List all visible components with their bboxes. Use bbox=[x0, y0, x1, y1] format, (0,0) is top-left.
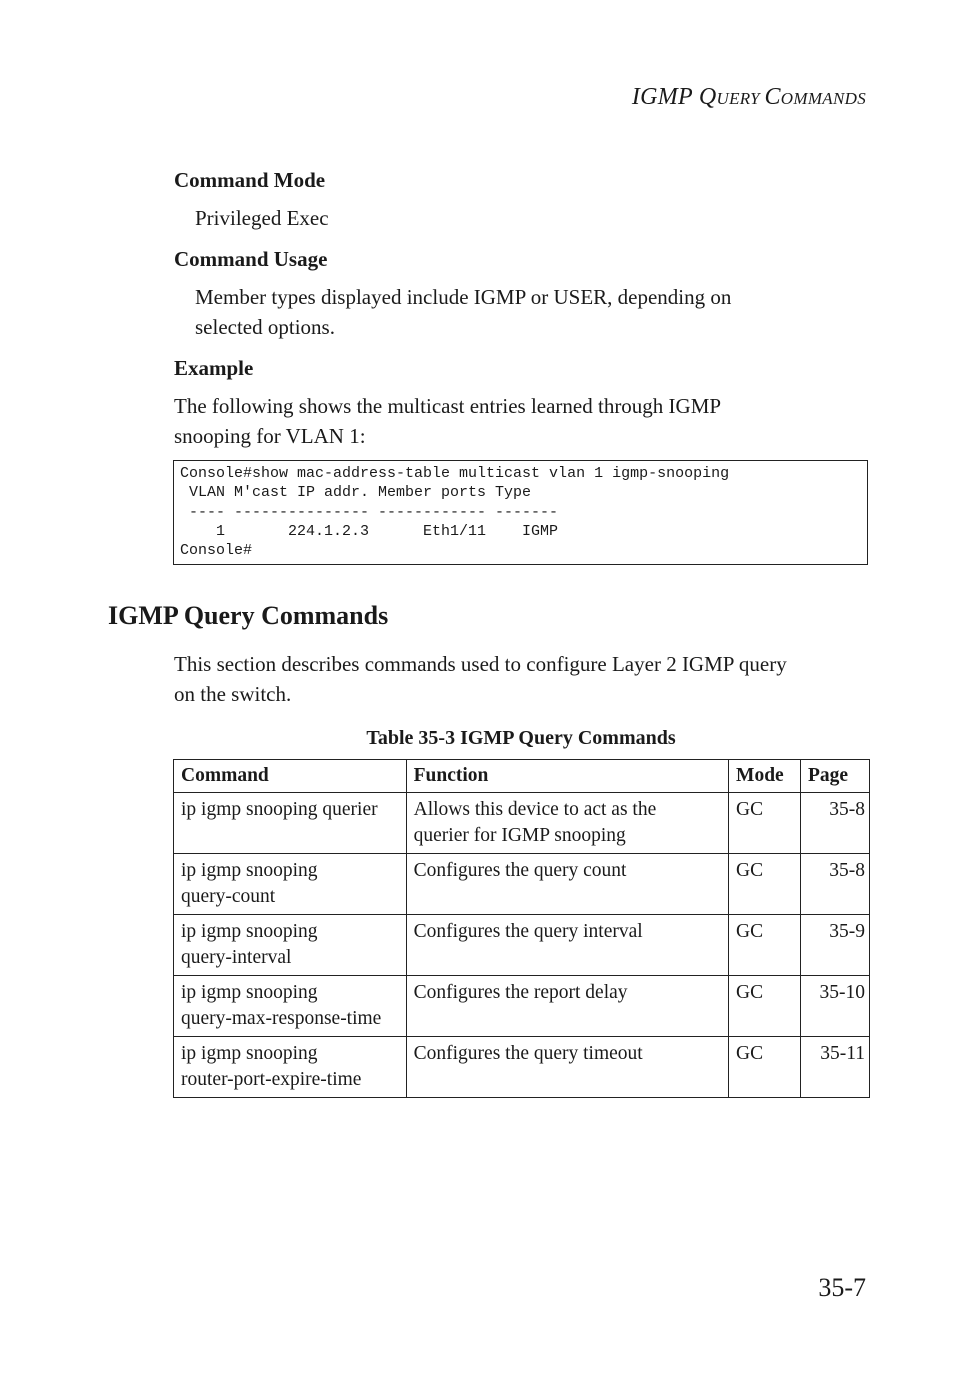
table-row bbox=[174, 976, 870, 1037]
cell-command bbox=[174, 1037, 407, 1098]
cell-function-line: Configures the query interval bbox=[413, 921, 643, 942]
cell-function-line: Configures the report delay bbox=[413, 982, 628, 1003]
command-mode-text: Privileged Exec bbox=[195, 206, 329, 230]
cell-command-line: router-port-expire-time bbox=[181, 1069, 362, 1090]
running-header bbox=[632, 84, 866, 111]
cell-function-line: Configures the query count bbox=[413, 860, 627, 881]
cell-command bbox=[174, 915, 407, 976]
cell-command-line: query-count bbox=[181, 886, 276, 907]
section-intro-line: This section describes commands used to configure Layer 2 IGMP query bbox=[174, 652, 787, 676]
table-row bbox=[174, 793, 870, 854]
cell-command bbox=[174, 793, 407, 854]
cell-page: 35-8 bbox=[801, 854, 870, 915]
cell-function bbox=[406, 1037, 728, 1098]
cell-command bbox=[174, 854, 407, 915]
igmp-query-commands-table bbox=[173, 759, 870, 1098]
running-header-part: OMMANDS bbox=[780, 89, 866, 108]
command-usage-line: Member types displayed include IGMP or USER, depending on bbox=[195, 285, 732, 309]
cell-function bbox=[406, 915, 728, 976]
section-intro-line: on the switch. bbox=[174, 682, 292, 706]
command-usage-line: selected options. bbox=[195, 315, 335, 339]
column-header-command: Command bbox=[174, 760, 407, 793]
cell-mode: GC bbox=[729, 976, 801, 1037]
cell-command-line: ip igmp snooping bbox=[181, 860, 318, 881]
table-row bbox=[174, 1037, 870, 1098]
column-header-page: Page bbox=[801, 760, 870, 793]
command-usage-label: Command Usage bbox=[174, 247, 328, 271]
example-label: Example bbox=[174, 356, 254, 380]
example-text bbox=[174, 391, 721, 451]
cell-function-line: Allows this device to act as the bbox=[413, 799, 657, 820]
cell-function bbox=[406, 976, 728, 1037]
cell-function bbox=[406, 854, 728, 915]
cell-command-line: ip igmp snooping querier bbox=[181, 799, 378, 820]
running-header-part: UERY bbox=[716, 89, 765, 108]
command-usage-text bbox=[195, 282, 731, 342]
cell-command bbox=[174, 976, 407, 1037]
cell-command-line: ip igmp snooping bbox=[181, 982, 318, 1003]
cell-page: 35-9 bbox=[801, 915, 870, 976]
cell-command-line: ip igmp snooping bbox=[181, 921, 318, 942]
cell-page: 35-8 bbox=[801, 793, 870, 854]
running-header-part: IGMP bbox=[631, 84, 699, 110]
section-intro bbox=[174, 649, 787, 709]
cell-function bbox=[406, 793, 728, 854]
table-row bbox=[174, 915, 870, 976]
code-example-box bbox=[173, 460, 868, 565]
cell-mode: GC bbox=[729, 793, 801, 854]
example-line: snooping for VLAN 1: bbox=[174, 424, 366, 448]
cell-mode: GC bbox=[729, 1037, 801, 1098]
cell-command-line: query-interval bbox=[181, 947, 292, 968]
table-row bbox=[174, 854, 870, 915]
command-mode-label: Command Mode bbox=[174, 168, 326, 192]
running-header-part: Q bbox=[698, 84, 717, 110]
example-line: The following shows the multicast entries learned through IGMP bbox=[174, 394, 722, 418]
cell-page: 35-10 bbox=[801, 976, 870, 1037]
cell-mode: GC bbox=[729, 854, 801, 915]
cell-function-line: querier for IGMP snooping bbox=[413, 825, 626, 846]
section-heading: IGMP Query Commands bbox=[108, 601, 389, 630]
column-header-function: Function bbox=[406, 760, 728, 793]
code-example: Console#show mac-address-table multicast vlan 1 igmp-snooping VLAN M'cast IP addr. Member ports Type ---- --------------- ------------ ------- 1 224.1.2.3 Eth1/11 IGMP Console# bbox=[180, 465, 730, 560]
cell-function-line: Configures the query timeout bbox=[413, 1043, 643, 1064]
cell-page: 35-11 bbox=[801, 1037, 870, 1098]
table-header-row bbox=[174, 760, 870, 793]
page-number: 35-7 bbox=[818, 1273, 866, 1302]
table-caption: Table 35-3 IGMP Query Commands bbox=[366, 727, 676, 749]
cell-mode: GC bbox=[729, 915, 801, 976]
cell-command-line: ip igmp snooping bbox=[181, 1043, 318, 1064]
column-header-mode: Mode bbox=[729, 760, 801, 793]
cell-command-line: query-max-response-time bbox=[181, 1008, 382, 1029]
running-header-part: C bbox=[764, 84, 781, 110]
